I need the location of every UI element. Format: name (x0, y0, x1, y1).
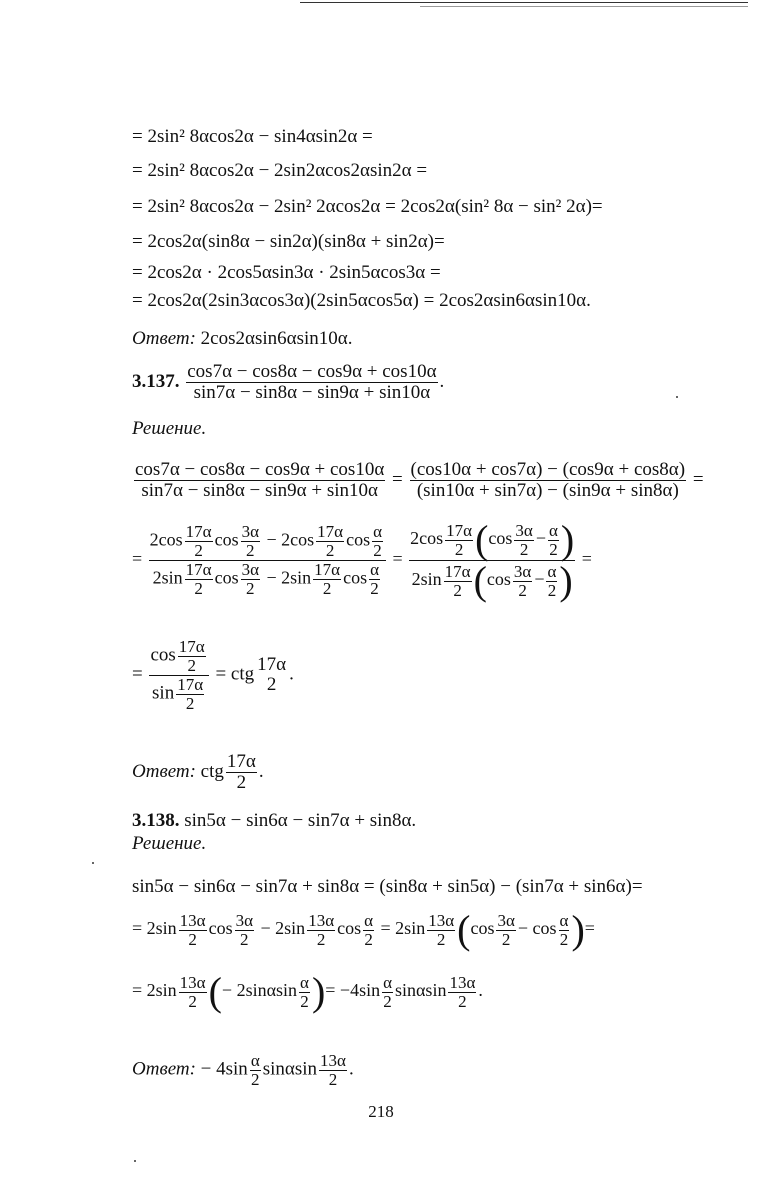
arg-num: α (373, 522, 382, 542)
op: − (535, 528, 546, 549)
arg (250, 1052, 261, 1089)
equals: = (692, 468, 704, 490)
coef: 2 (411, 569, 421, 590)
fn: cos (214, 567, 239, 588)
scan-speck (676, 396, 678, 398)
arg (363, 912, 374, 949)
arg-num: 13α (308, 910, 335, 930)
paren: ( (473, 558, 487, 603)
arg-den: 2 (436, 929, 446, 949)
expr: − 2sinαsin (221, 980, 298, 1001)
op: − (534, 569, 545, 590)
s137-eq2 (132, 517, 592, 603)
paren: ( (457, 907, 471, 952)
fn: cos (343, 567, 368, 588)
problem-fraction (186, 362, 437, 403)
arg-den: 2 (501, 929, 511, 949)
arg-den: 2 (453, 580, 462, 600)
arg-num: α (370, 560, 380, 579)
arg (513, 563, 532, 600)
arg-den: 2 (370, 578, 379, 598)
arg-den: 2 (458, 991, 467, 1011)
arg (256, 655, 287, 695)
arg-den: 2 (364, 929, 373, 949)
answer-label: Ответ: (132, 328, 196, 349)
arg (548, 522, 559, 559)
fn: cos (214, 529, 239, 550)
arg (176, 676, 204, 713)
paren: ) (571, 907, 585, 952)
fraction-denominator (149, 676, 208, 713)
big-fraction-left (149, 523, 386, 597)
arg-num: 13α (428, 910, 455, 930)
fraction-denominator (149, 561, 386, 598)
arg-den: 2 (194, 541, 203, 561)
arg (559, 912, 570, 949)
arg-num: 17α (317, 522, 344, 542)
arg-den: 2 (549, 539, 558, 559)
arg-den: 2 (240, 929, 249, 949)
arg-num: α (364, 910, 374, 930)
arg-den: 2 (383, 991, 392, 1011)
fraction-numerator: cos7α − cos8α − cos9α + cos10α (187, 361, 437, 382)
fn: cos (337, 918, 362, 939)
equals: = (132, 548, 143, 569)
arg-den: 2 (194, 578, 203, 598)
fn: cos (290, 529, 315, 550)
arg-num: 17α (446, 520, 473, 540)
arg-den: 2 (188, 991, 197, 1011)
arg-den: 2 (373, 541, 382, 561)
coef: = 2sin (132, 918, 177, 939)
arg-num: 3α (241, 522, 259, 542)
arg (313, 561, 341, 598)
paren: ( (208, 969, 222, 1014)
arg (444, 563, 472, 600)
arg-num: 3α (241, 560, 259, 579)
fraction-numerator (149, 638, 208, 676)
arg (185, 561, 213, 598)
s138-line-1: sin5α − sin6α − sin7α + sin8α = (sin8α + sin5α) − (sin7α + sin6α)= (132, 876, 643, 897)
expr: sinαsin (395, 980, 447, 1001)
arg-num: 17α (185, 560, 212, 579)
fn: sin (161, 567, 183, 588)
fn: sin (420, 569, 442, 590)
fraction-denominator: sin7α − sin8α − sin9α + sin10α (141, 479, 378, 501)
arg-den: 2 (519, 539, 529, 559)
paren: ) (560, 517, 575, 562)
solution-label-138: Решение. (132, 833, 207, 854)
fn: cos (486, 569, 511, 590)
scan-speck (92, 862, 94, 864)
expr: − 4sin (200, 1058, 248, 1080)
arg (514, 522, 533, 559)
arg-den: 2 (188, 929, 197, 949)
fn: cos (150, 644, 176, 666)
arg-den: 2 (246, 578, 255, 598)
coef: = 2sin (132, 980, 177, 1001)
s137-eq3 (132, 638, 294, 712)
arg-num: 3α (235, 910, 254, 930)
arg-den: 2 (185, 693, 195, 713)
problem-3-138 (132, 810, 416, 832)
arg (319, 1052, 347, 1089)
expr: = −4sin (325, 980, 381, 1001)
arg-num: 17α (314, 560, 341, 579)
coef: 2 (149, 529, 159, 550)
arg-num: 17α (226, 751, 256, 772)
paren: ) (559, 558, 573, 603)
arg (427, 912, 455, 949)
equals: = (584, 918, 595, 939)
arg-num: 17α (257, 654, 287, 676)
arg-den: 2 (251, 1069, 260, 1089)
answer-1 (132, 328, 352, 350)
arg-den: 2 (559, 929, 569, 949)
s138-line-2 (132, 907, 595, 952)
arg-num: 3α (513, 561, 532, 581)
arg-num: 13α (179, 972, 206, 992)
arg (179, 912, 207, 949)
punct: . (289, 663, 294, 685)
answer-label: Ответ: (132, 760, 196, 782)
arg-num: α (547, 561, 557, 581)
equals: = (132, 663, 143, 685)
derivation-line-1: = 2sin² 8αcos2α − sin4αsin2α = (132, 126, 373, 147)
punct: . (478, 980, 483, 1001)
top-rule-secondary (420, 6, 748, 7)
derivation-line-2: = 2sin² 8αcos2α − 2sin2αcos2αsin2α = (132, 160, 428, 181)
s138-line-3 (132, 969, 483, 1014)
arg (185, 523, 213, 560)
derivation-line-4: = 2cos2α(sin8α − sin2α)(sin8α + sin2α)= (132, 231, 445, 252)
arg-num: α (548, 520, 558, 540)
fraction-denominator: (sin10α + sin7α) − (sin9α + sin8α) (416, 479, 679, 501)
fraction-denominator: sin7α − sin8α − sin9α + sin10α (193, 381, 431, 403)
arg-den: 2 (328, 1069, 338, 1089)
big-fraction-right (409, 517, 575, 603)
arg-num: 17α (178, 637, 205, 656)
problem-expression: sin5α − sin6α − sin7α + sin8α. (184, 810, 417, 831)
arg-num: 3α (497, 910, 515, 930)
coef: − 2 (266, 529, 291, 550)
arg-den: 2 (322, 578, 332, 598)
arg (299, 974, 310, 1011)
arg-num: 13α (179, 910, 206, 930)
coef: − 2 (266, 567, 291, 588)
arg (445, 522, 473, 559)
arg-num: 13α (320, 1051, 346, 1070)
page-number: 218 (368, 1102, 394, 1121)
paren: ( (475, 517, 489, 562)
arg (448, 974, 476, 1011)
arg-den: 2 (266, 674, 277, 696)
answer-label: Ответ: (132, 1058, 196, 1080)
arg-den: 2 (547, 580, 557, 600)
arg-num: α (300, 972, 309, 992)
arg-den: 2 (187, 655, 196, 675)
arg-num: 17α (177, 674, 204, 694)
derivation-line-6: = 2cos2α(2sin3αcos3α)(2sin5αcos5α) = 2cos2αsin6αsin10α. (132, 290, 591, 311)
fn: − cos (517, 918, 557, 939)
arg-num: 17α (185, 522, 212, 542)
arg-num: α (559, 910, 569, 930)
arg-den: 2 (236, 771, 247, 793)
arg (546, 563, 557, 600)
arg-num: 3α (515, 520, 533, 540)
fn: cos (158, 529, 183, 550)
answer-1-value: 2cos2αsin6αsin10α. (200, 328, 353, 349)
arg-den: 2 (518, 580, 527, 600)
fraction-numerator: (cos10α + cos7α) − (cos9α + cos8α) (410, 459, 686, 480)
ctg: = ctg (215, 663, 255, 685)
arg (179, 974, 207, 1011)
fn: cos (346, 529, 371, 550)
problem-3-137 (132, 362, 444, 403)
arg (241, 523, 260, 560)
arg-num: α (250, 1051, 260, 1070)
answer-2 (132, 752, 264, 793)
equals: = (581, 548, 592, 569)
equals: = (392, 468, 403, 490)
expr: sinαsin (262, 1058, 318, 1080)
punct: . (439, 370, 445, 392)
fraction (410, 460, 687, 501)
scan-speck (134, 1160, 136, 1162)
coef: 2 (152, 567, 162, 588)
equals: = (392, 548, 403, 569)
arg (307, 912, 335, 949)
fraction-numerator (149, 523, 386, 561)
fn: cos (488, 528, 513, 549)
arg (316, 523, 344, 560)
arg-den: 2 (246, 541, 255, 561)
fn: cos (470, 918, 495, 939)
punct: . (348, 1058, 354, 1080)
coef: = 2sin (380, 918, 426, 939)
arg (241, 561, 260, 598)
fraction (134, 460, 385, 501)
paren: ) (311, 969, 326, 1014)
arg-den: 2 (300, 991, 309, 1011)
ctg: ctg (200, 760, 224, 782)
arg (496, 912, 515, 949)
arg (369, 561, 380, 598)
arg-den: 2 (325, 541, 335, 561)
arg (372, 523, 383, 560)
fn: cos (208, 918, 233, 939)
arg-num: α (383, 972, 392, 992)
fraction-denominator (409, 558, 575, 603)
answer-3 (132, 1052, 354, 1089)
top-rule (300, 2, 748, 3)
arg (382, 974, 393, 1011)
derivation-line-5: = 2cos2α · 2cos5αsin3α · 2sin5αcos3α = (132, 262, 441, 283)
arg-den: 2 (454, 539, 464, 559)
coef: 2 (410, 528, 420, 549)
fraction (149, 638, 208, 712)
derivation-line-3: = 2sin² 8αcos2α − 2sin² 2αcos2α = 2cos2α(sin² 8α − sin² 2α)= (132, 196, 603, 217)
arg (226, 752, 257, 793)
arg-num: 13α (449, 972, 476, 992)
fraction-numerator: cos7α − cos8α − cos9α + cos10α (135, 459, 385, 480)
fraction-numerator (409, 517, 575, 562)
fn: sin (152, 682, 175, 704)
problem-number: 3.138. (132, 810, 180, 831)
arg (178, 638, 206, 675)
s137-eq1 (132, 460, 704, 501)
arg-den: 2 (316, 929, 326, 949)
coef: − 2sin (260, 918, 306, 939)
solution-label-137: Решение. (132, 418, 207, 439)
fn: sin (290, 567, 312, 588)
arg-num: 17α (444, 561, 471, 581)
punct: . (258, 760, 264, 782)
problem-number: 3.137. (132, 370, 180, 392)
fn: cos (419, 528, 444, 549)
arg (235, 912, 254, 949)
